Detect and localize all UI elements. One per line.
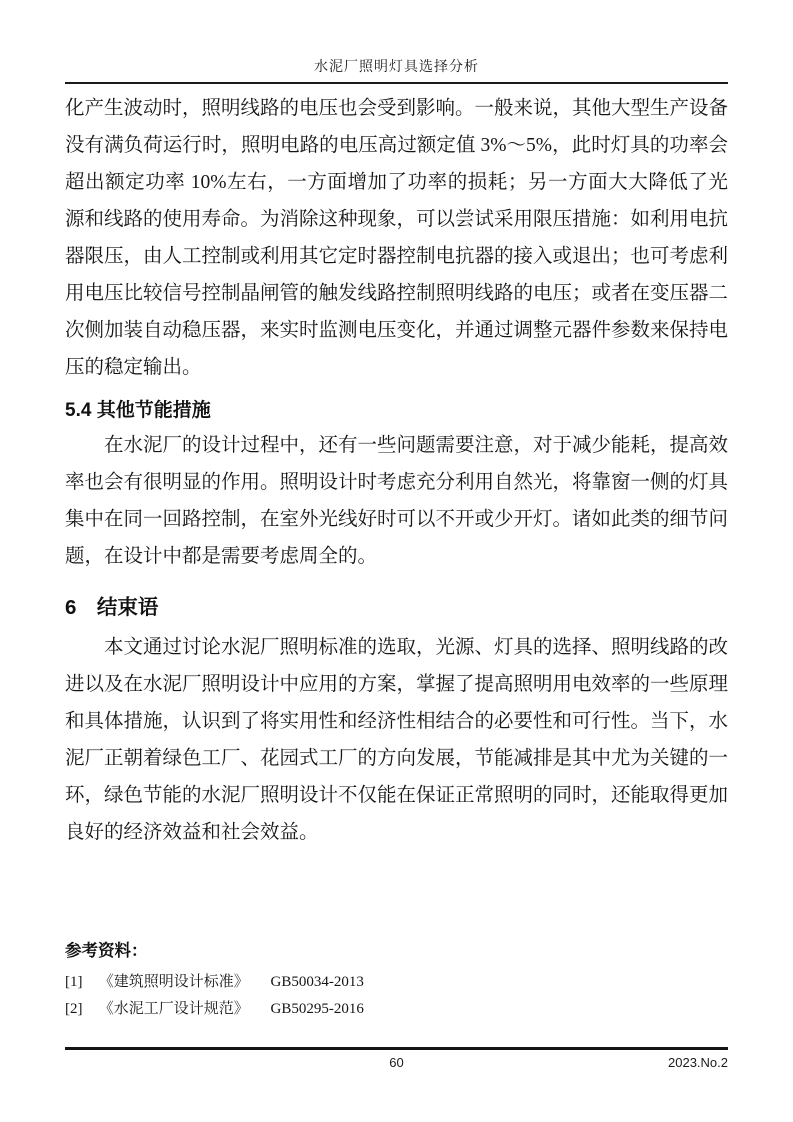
section-6-paragraph: 本文通过讨论水泥厂照明标准的选取，光源、灯具的选择、照明线路的改进以及在水泥厂照明设计中应用的方案，掌握了提高照明用电效率的一些原理和具体措施，认识到了将实用性和经济性相结合的必要性和可行性。当下，水泥厂正朝着绿色工厂、花园式工厂的方向发展，节能减排是其中尤为关键的一环，绿色节能的水泥厂照明设计不仅能在保证正常照明的同时，还能取得更加良好的经济效益和社会效益。 [65, 637, 729, 843]
reference-id: [2] [65, 1001, 83, 1017]
section-heading-5-4: 5.4 其他节能措施 [65, 400, 211, 421]
reference-item [65, 996, 728, 1023]
section-5-4-paragraph: 在水泥厂的设计过程中，还有一些问题需要注意，对于减少能耗，提高效率也会有很明显的作用。照明设计时考虑充分利用自然光，将靠窗一侧的灯具集中在同一回路控制，在室外光线好时可以不开或少开灯。诸如此类的细节问题，在设计中都是需要考虑周全的。 [65, 435, 729, 567]
page-content [65, 46, 728, 1023]
journal-issue-label: 2023.No.2 [668, 1055, 728, 1070]
references-heading: 参考资料： [65, 942, 148, 960]
page-footer [65, 1047, 728, 1070]
reference-standard-code: GB50295-2016 [270, 1001, 364, 1017]
reference-title: 《水泥工厂设计规范》 [98, 1001, 249, 1017]
reference-id: [1] [65, 974, 83, 990]
page-number: 60 [389, 1055, 404, 1070]
section-heading-6: 6 结束语 [65, 596, 159, 619]
footer-row [65, 1050, 728, 1070]
reference-item [65, 969, 728, 996]
paragraph-continuation: 化产生波动时，照明线路的电压也会受到影响。一般来说，其他大型生产设备没有满负荷运行时，照明电路的电压高过额定值 3%～5%，此时灯具的功率会超出额定功率 10%左右，一方面增加了功率的损耗；另一方面大大降低了光源和线路的使用寿命。为消除这种现象，可以尝试采用限压措施：如利用电抗器限压，由人工控制或利用其它定时器控制电抗器的接入或退出；也可考虑利用电压比较信号控制晶闸管的触发线路控制照明线路的电压；或者在变压器二次侧加装自动稳压器，来实时监测电压变化，并通过调整元器件参数来保持电压的稳定输出。 [65, 98, 729, 378]
running-header-title: 水泥厂照明灯具选择分析 [65, 46, 728, 84]
reference-standard-code: GB50034-2013 [270, 974, 364, 990]
reference-title: 《建筑照明设计标准》 [98, 974, 249, 990]
references-block [65, 937, 728, 1023]
